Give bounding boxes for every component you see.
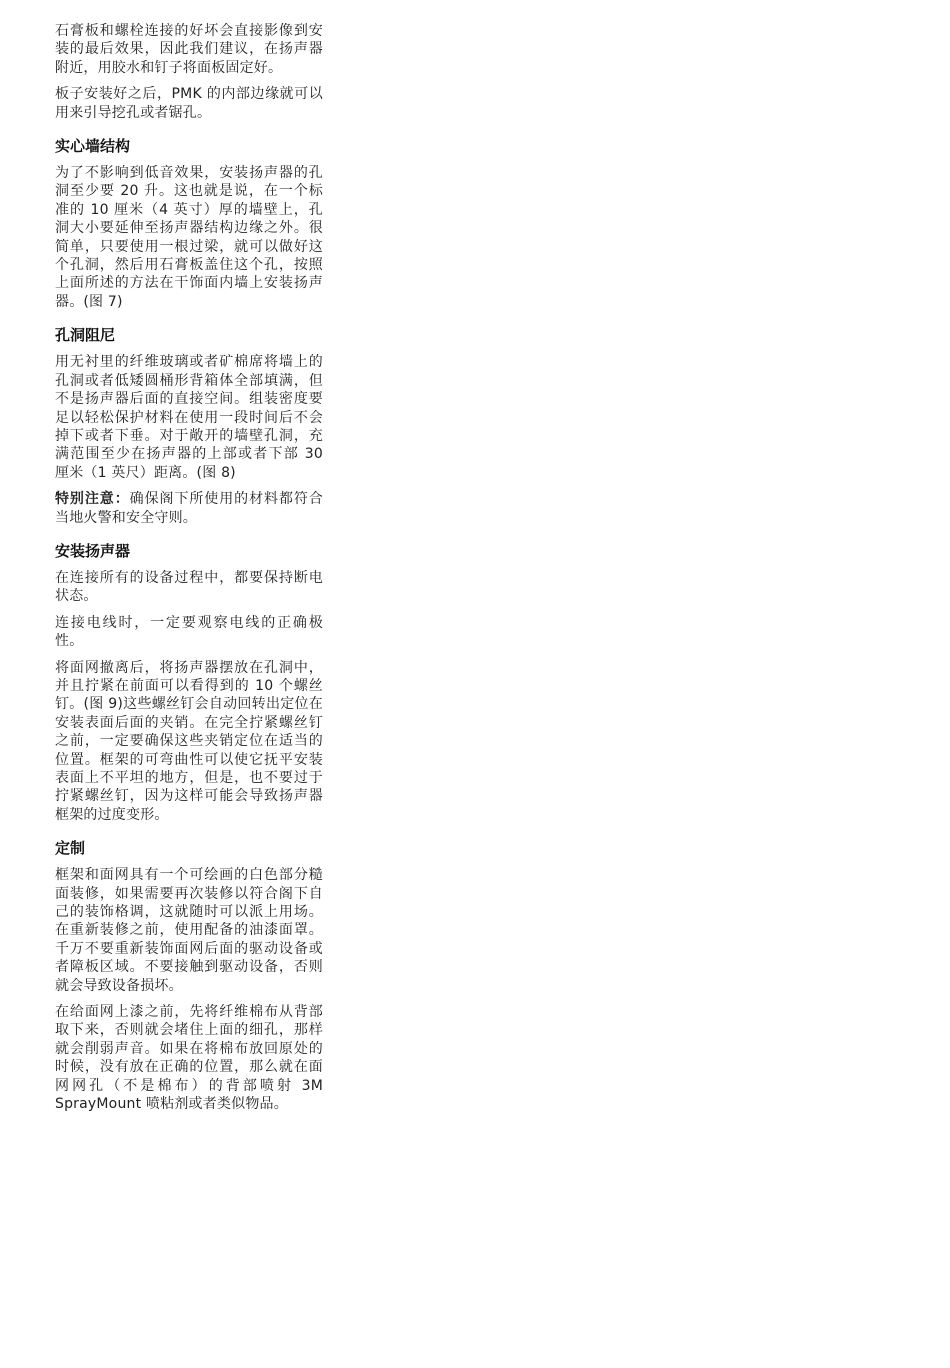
paragraph: 连接电线时，一定要观察电线的正确极性。 xyxy=(55,614,323,650)
special-note-text: 确保阁下所使用的材料都符合当地火警和安全守则。 xyxy=(55,491,324,526)
section-heading-customize: 定制 xyxy=(55,839,86,858)
text-column xyxy=(55,22,323,1122)
section-heading-cavity-damping: 孔洞阻尼 xyxy=(55,326,116,345)
paragraph: 在连接所有的设备过程中，都要保持断电状态。 xyxy=(55,569,323,605)
paragraph: 为了不影响到低音效果，安装扬声器的孔洞至少要 20 升。这也就是说，在一个标准的 10 厘米（4 英寸）厚的墙壁上，孔洞大小要延伸至扬声器结构边缘之外。很简单，只要使用一根过梁，就可以做好这个孔洞，然后用石膏板盖住这个孔，按照上面所述的方法在干饰面内墙上安装扬声器。(图 7) xyxy=(55,165,323,310)
special-note xyxy=(55,490,323,527)
paragraph: 用无衬里的纤维玻璃或者矿棉席将墙上的孔洞或者低矮圆桶形背箱体全部填满，但不是扬声器后面的直接空间。组装密度要足以轻松保护材料在使用一段时间后不会掉下或者下垂。对于敞开的墙壁孔洞，充满范围至少在扬声器的上部或者下部 30 厘米（1 英尺）距离。(图 8) xyxy=(55,354,323,481)
paragraph: 石膏板和螺栓连接的好坏会直接影像到安装的最后效果，因此我们建议，在扬声器附近，用胶水和钉子将面板固定好。 xyxy=(55,23,323,76)
paragraph: 在给面网上漆之前，先将纤维棉布从背部取下来，否则就会堵住上面的细孔，那样就会削弱声音。如果在将棉布放回原处的时候，没有放在正确的位置，那么就在面网网孔（不是棉布）的背部喷射 3M SprayMount 喷粘剂或者类似物品。 xyxy=(55,1004,323,1113)
paragraph: 将面网撤离后，将扬声器摆放在孔洞中，并且拧紧在前面可以看得到的 10 个螺丝钉。(图 9)这些螺丝钉会自动回转出定位在安装表面后面的夹销。在完全拧紧螺丝钉之前，一定要确保这些夹销定位在适当的位置。框架的可弯曲性可以使它抚平安装表面上不平坦的地方，但是，也不要过于拧紧螺丝钉，因为这样可能会导致扬声器框架的过度变形。 xyxy=(55,659,323,823)
paragraph: 框架和面网具有一个可绘画的白色部分糙面装修，如果需要再次装修以符合阁下自己的装饰格调，这就随时可以派上用场。在重新装修之前，使用配备的油漆面罩。千万不要重新装饰面网后面的驱动设备或者障板区域。不要接触到驱动设备，否则就会导致设备损坏。 xyxy=(55,867,323,994)
special-note-label: 特别注意： xyxy=(55,491,130,508)
section-heading-install-speaker: 安装扬声器 xyxy=(55,541,131,560)
section-heading-solid-wall: 实心墙结构 xyxy=(55,137,131,156)
paragraph: 板子安装好之后，PMK 的内部边缘就可以用来引导挖孔或者锯孔。 xyxy=(55,86,323,121)
